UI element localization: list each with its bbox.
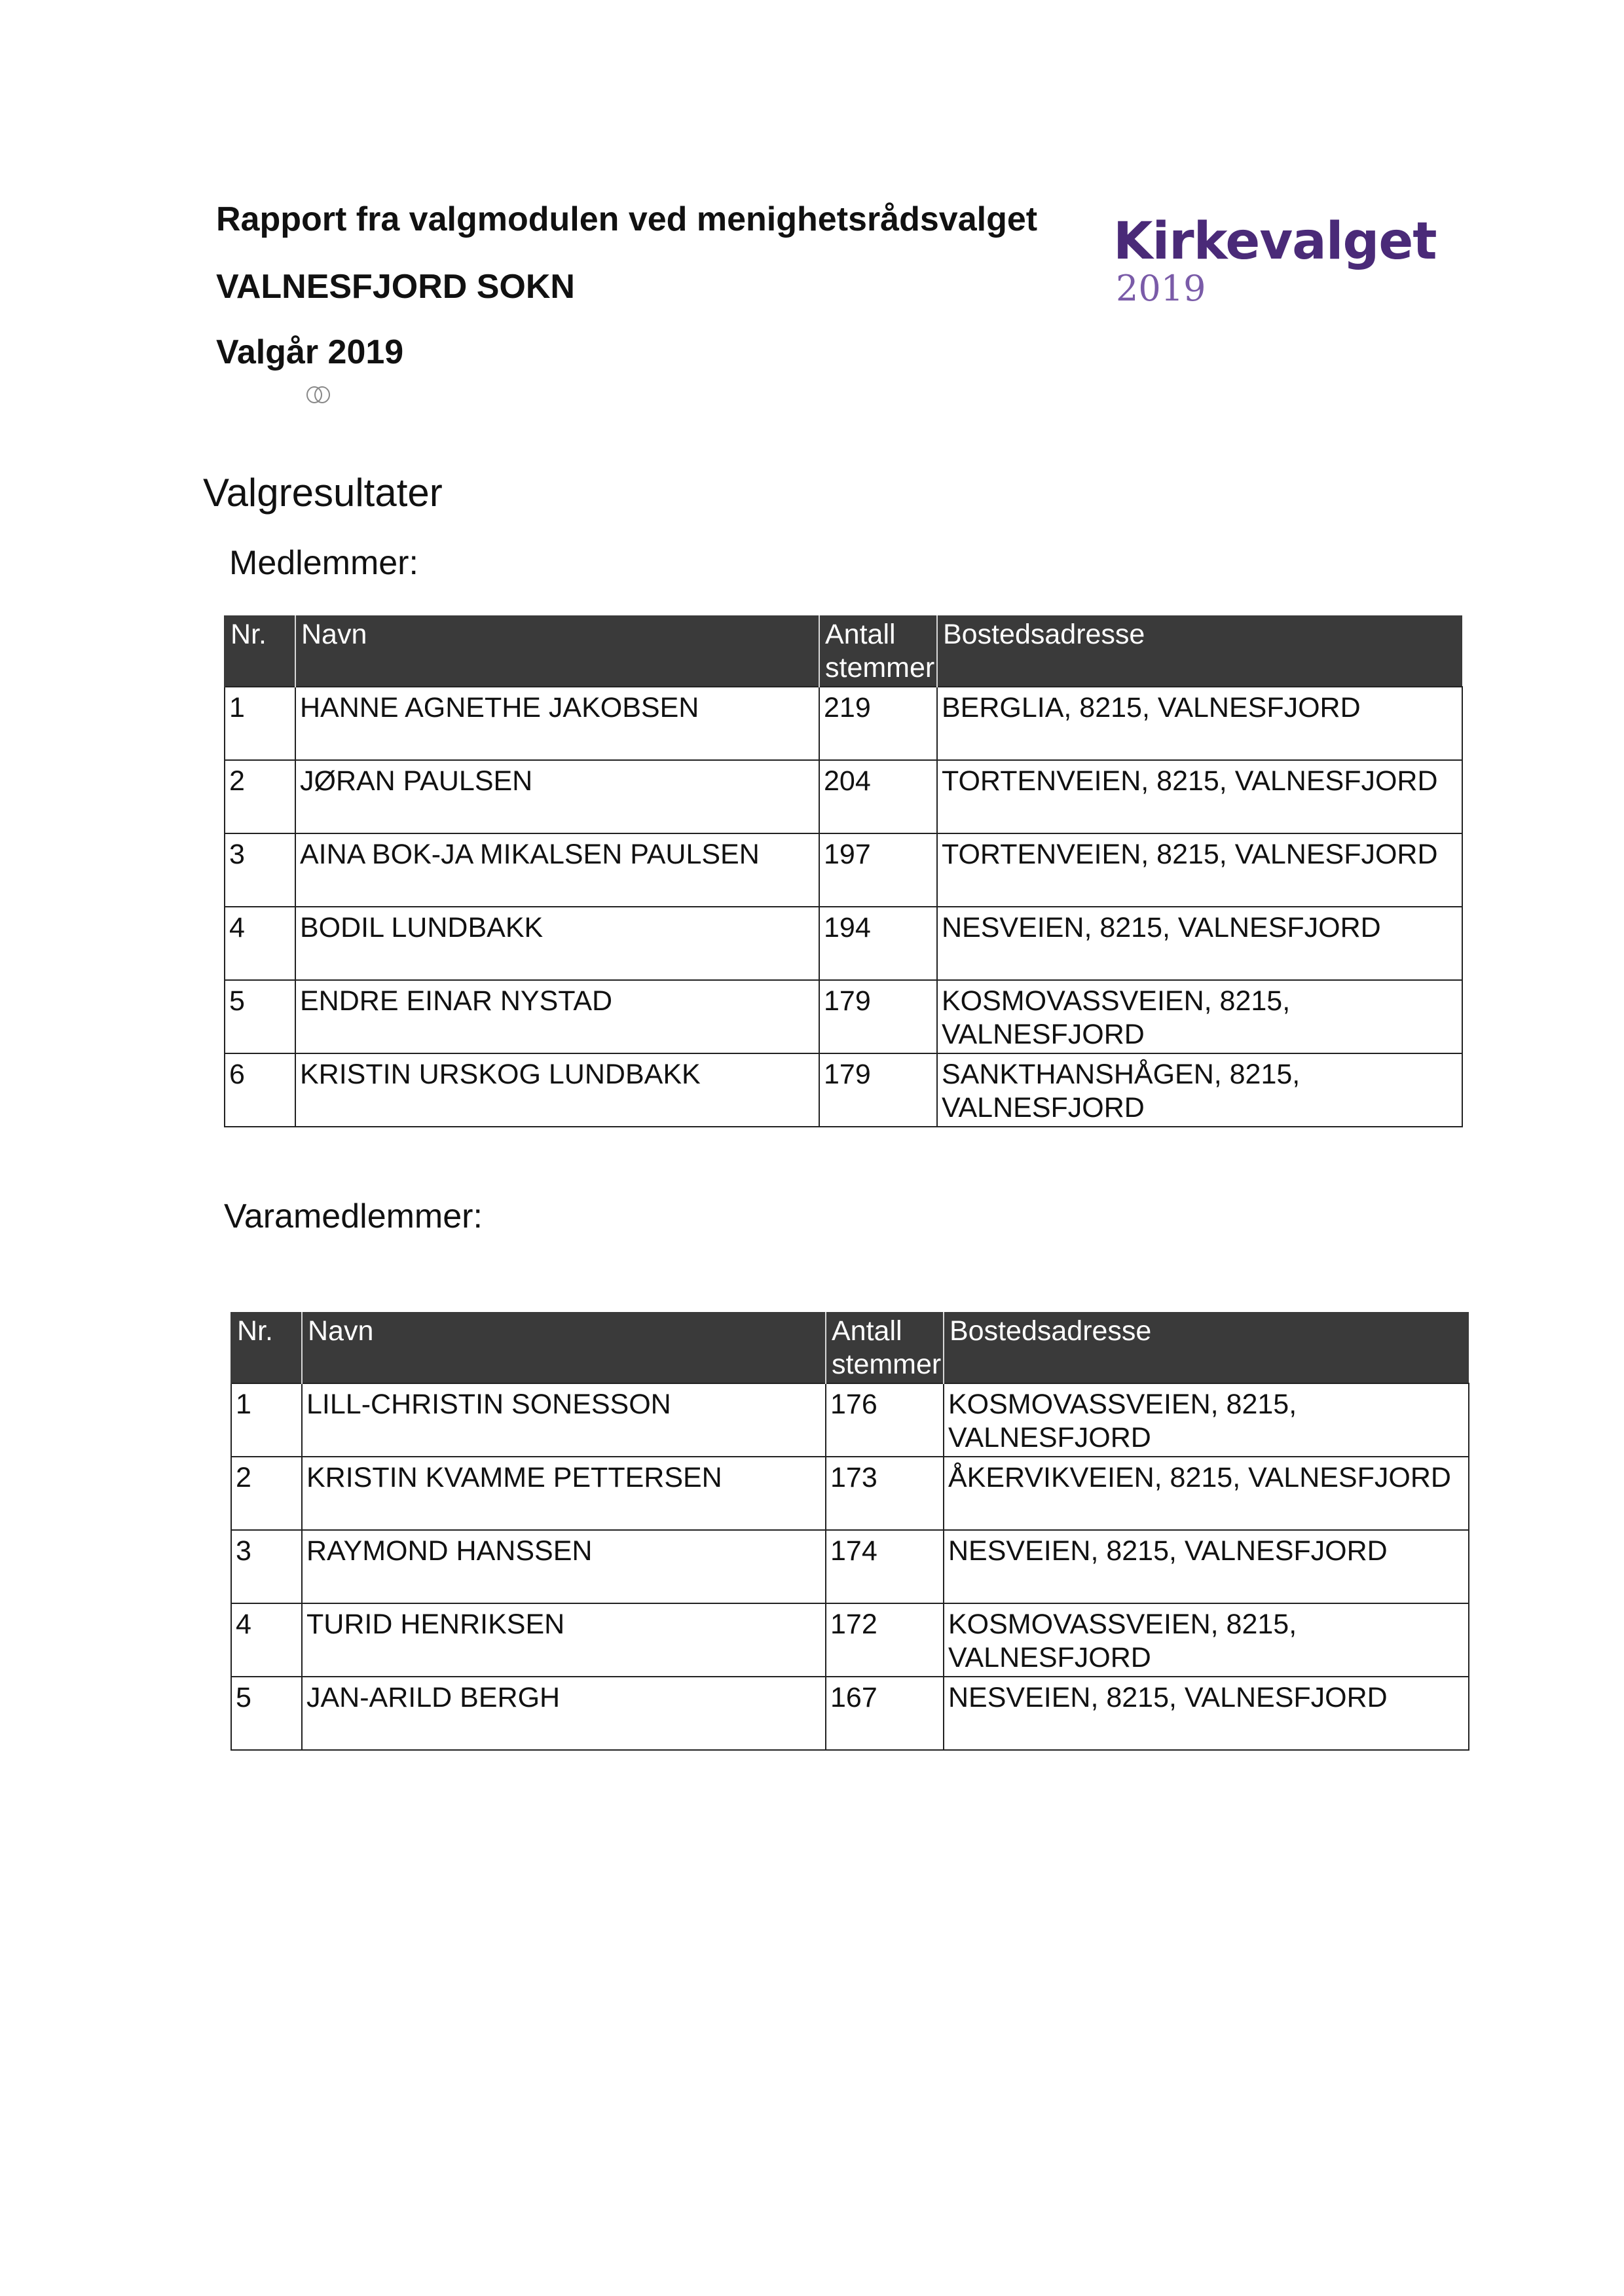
- cell-nr: 2: [225, 760, 295, 833]
- cell-nr: 3: [231, 1530, 302, 1603]
- cell-name: BODIL LUNDBAKK: [295, 907, 819, 980]
- column-header-votes: Antall stemmer: [826, 1312, 944, 1383]
- column-header-address: Bostedsadresse: [944, 1312, 1469, 1383]
- cell-nr: 4: [225, 907, 295, 980]
- table-row: [231, 1383, 1469, 1457]
- deputies-heading: Varamedlemmer:: [224, 1197, 483, 1235]
- cell-name: JAN-ARILD BERGH: [302, 1677, 826, 1750]
- table-row: [231, 1530, 1469, 1603]
- table-row: [225, 833, 1462, 907]
- cell-nr: 6: [225, 1053, 295, 1127]
- column-header-name: Navn: [295, 615, 819, 687]
- deputies-table: [231, 1312, 1469, 1751]
- cell-name: HANNE AGNETHE JAKOBSEN: [295, 687, 819, 760]
- cell-votes: 174: [826, 1530, 944, 1603]
- cell-nr: 1: [225, 687, 295, 760]
- cell-name: RAYMOND HANSSEN: [302, 1530, 826, 1603]
- table-row: [225, 980, 1462, 1053]
- cell-nr: 5: [231, 1677, 302, 1750]
- deputies-table-header: [231, 1312, 1469, 1383]
- cell-votes: 204: [819, 760, 937, 833]
- column-header-name: Navn: [302, 1312, 826, 1383]
- cell-votes: 197: [819, 833, 937, 907]
- cell-address: BERGLIA, 8215, VALNESFJORD: [937, 687, 1462, 760]
- table-row: [225, 1053, 1462, 1127]
- cell-name: KRISTIN URSKOG LUNDBAKK: [295, 1053, 819, 1127]
- table-row: [231, 1677, 1469, 1750]
- interlinked-rings-icon: [304, 383, 333, 407]
- logo-wordmark: Kirkevalget: [1113, 212, 1437, 271]
- members-table: [224, 615, 1463, 1127]
- cell-name: LILL-CHRISTIN SONESSON: [302, 1383, 826, 1457]
- column-header-nr: Nr.: [231, 1312, 302, 1383]
- cell-nr: 2: [231, 1457, 302, 1530]
- cell-address: ÅKERVIKVEIEN, 8215, VALNESFJORD: [944, 1457, 1469, 1530]
- cell-votes: 194: [819, 907, 937, 980]
- table-row: [231, 1457, 1469, 1530]
- logo-year: 2019: [1116, 268, 1206, 309]
- cell-address: KOSMOVASSVEIEN, 8215, VALNESFJORD: [944, 1603, 1469, 1677]
- column-header-nr: Nr.: [225, 615, 295, 687]
- cell-address: NESVEIEN, 8215, VALNESFJORD: [944, 1530, 1469, 1603]
- cell-nr: 5: [225, 980, 295, 1053]
- cell-address: TORTENVEIEN, 8215, VALNESFJORD: [937, 833, 1462, 907]
- cell-address: NESVEIEN, 8215, VALNESFJORD: [944, 1677, 1469, 1750]
- cell-nr: 1: [231, 1383, 302, 1457]
- column-header-votes: Antall stemmer: [819, 615, 937, 687]
- cell-name: AINA BOK-JA MIKALSEN PAULSEN: [295, 833, 819, 907]
- cell-votes: 176: [826, 1383, 944, 1457]
- cell-name: TURID HENRIKSEN: [302, 1603, 826, 1677]
- cell-address: TORTENVEIEN, 8215, VALNESFJORD: [937, 760, 1462, 833]
- members-heading: Medlemmer:: [229, 544, 418, 582]
- table-row: [225, 760, 1462, 833]
- table-row: [225, 687, 1462, 760]
- table-row: [225, 907, 1462, 980]
- cell-name: JØRAN PAULSEN: [295, 760, 819, 833]
- cell-nr: 3: [225, 833, 295, 907]
- cell-votes: 219: [819, 687, 937, 760]
- cell-votes: 167: [826, 1677, 944, 1750]
- cell-votes: 179: [819, 980, 937, 1053]
- section-heading: Valgresultater: [203, 471, 443, 515]
- report-title: Rapport fra valgmodulen ved menighetsrådsvalget: [216, 200, 1038, 238]
- cell-address: SANKTHANSHÅGEN, 8215, VALNESFJORD: [937, 1053, 1462, 1127]
- cell-nr: 4: [231, 1603, 302, 1677]
- election-year: Valgår 2019: [216, 333, 404, 371]
- kirkevalget-logo: [1113, 212, 1437, 309]
- cell-name: ENDRE EINAR NYSTAD: [295, 980, 819, 1053]
- column-header-address: Bostedsadresse: [937, 615, 1462, 687]
- cell-address: KOSMOVASSVEIEN, 8215, VALNESFJORD: [944, 1383, 1469, 1457]
- cell-votes: 172: [826, 1603, 944, 1677]
- table-row: [231, 1603, 1469, 1677]
- members-table-header: [225, 615, 1462, 687]
- parish-name: VALNESFJORD SOKN: [216, 268, 575, 306]
- cell-votes: 173: [826, 1457, 944, 1530]
- cell-votes: 179: [819, 1053, 937, 1127]
- cell-name: KRISTIN KVAMME PETTERSEN: [302, 1457, 826, 1530]
- cell-address: KOSMOVASSVEIEN, 8215, VALNESFJORD: [937, 980, 1462, 1053]
- cell-address: NESVEIEN, 8215, VALNESFJORD: [937, 907, 1462, 980]
